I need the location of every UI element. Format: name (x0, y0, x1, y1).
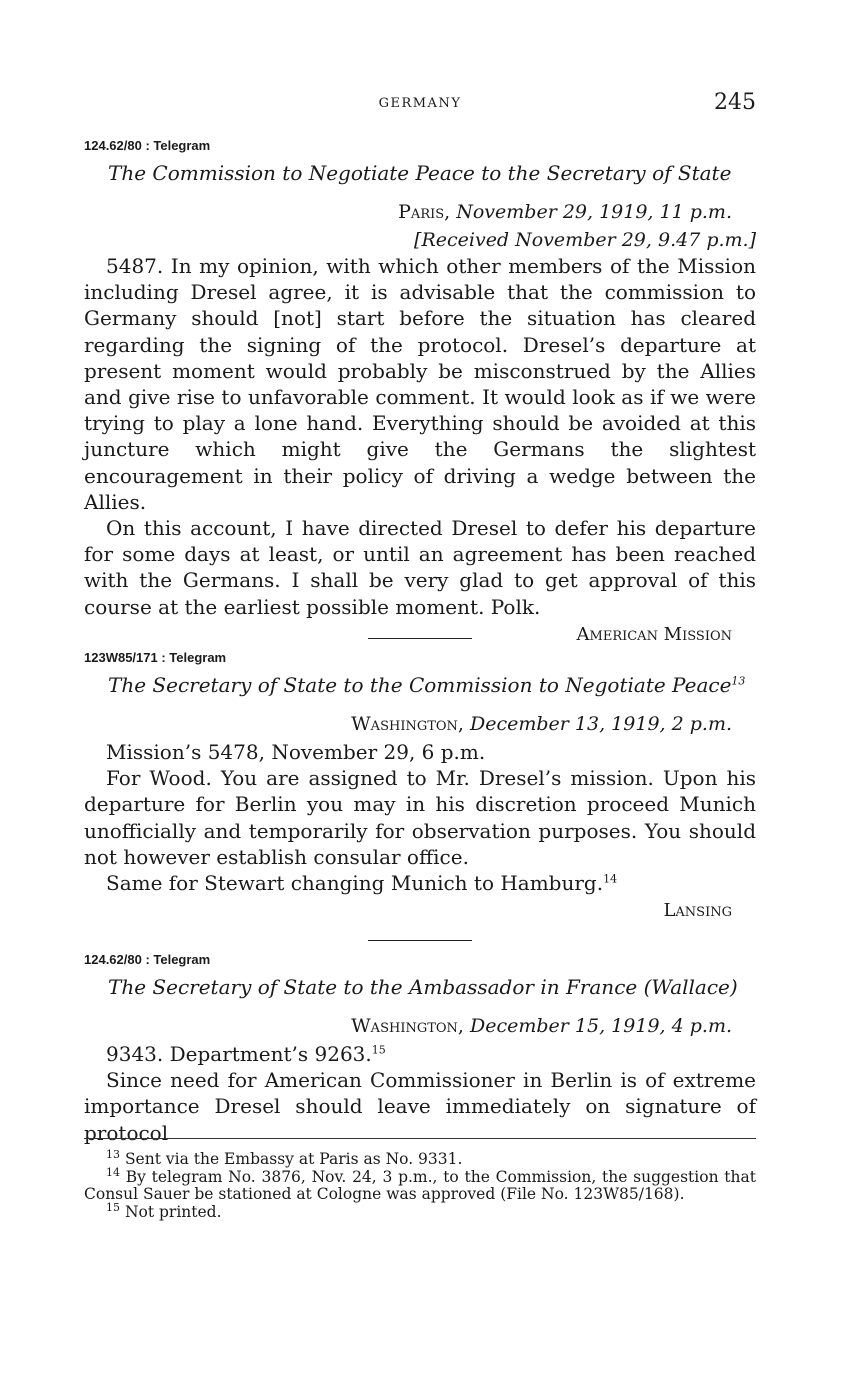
footnote-mark: 15 (106, 1200, 120, 1214)
dateline-place: Paris, (398, 201, 451, 223)
footnote-text: By telegram No. 3876, Nov. 24, 3 p.m., to the Commission, the suggestion that Consul Sauer be stationed at Cologne was approved (File No. 123W85/168). (84, 1167, 756, 1203)
divider-rule (368, 940, 472, 941)
document-heading (108, 673, 756, 697)
dateline (84, 199, 732, 225)
footnote-mark: 14 (106, 1165, 120, 1179)
dateline (84, 1013, 732, 1039)
body-paragraph: On this account, I have directed Dresel to defer his departure for some days at least, or until an agreement has been reached with the Germans. I shall be very glad to get approval of this course at the earliest possible moment. Polk. (84, 516, 756, 619)
footnote (84, 1200, 756, 1222)
section-divider (84, 940, 756, 941)
document-3 (84, 952, 756, 1146)
heading-text: The Secretary of State to the Commission to Negotiate Peace (108, 673, 732, 697)
dateline-place: Washington, (351, 713, 464, 735)
paragraph-text: 9343. Department’s 9263. (106, 1042, 372, 1066)
body-paragraph: Mission’s 5478, November 29, 6 p.m. (106, 740, 486, 764)
signature: American Mission (576, 623, 732, 645)
file-reference: 123W85/171 : Telegram (84, 650, 227, 665)
body-paragraph (84, 1041, 756, 1067)
running-title: GERMANY (378, 96, 462, 111)
footnote-text: Not printed. (124, 1202, 222, 1221)
dateline-place: Washington, (351, 1015, 464, 1037)
footnote-mark: 13 (731, 674, 746, 688)
dateline-date: November 29, 1919, 11 p.m. (456, 201, 732, 223)
received-note: [Received November 29, 9.47 p.m.] (414, 229, 756, 251)
page-number: 245 (714, 90, 756, 115)
document-heading: The Commission to Negotiate Peace to the Secretary of State (108, 161, 732, 185)
body-paragraph (84, 870, 756, 896)
document-1 (84, 138, 756, 645)
section-divider (84, 638, 756, 639)
running-head (84, 90, 756, 120)
footnote (84, 1147, 756, 1169)
body-paragraph: 5487. In my opinion, with which other members of the Mission including Dresel agree, it is advisable that the commission to Germany should [not] start before the situation has cleared regarding the signing of the protocol. Dresel’s departure at present moment would probably be misconstrued by the Allies and give rise to unfavorable comment. It would look as if we were trying to play a lone hand. Everything should be avoided at this juncture which might give the Germans the slightest encouragement in their policy of driving a wedge between the Allies. (84, 254, 756, 514)
divider-rule (368, 638, 472, 639)
dateline-date: December 13, 1919, 2 p.m. (470, 713, 732, 735)
footnotes (84, 1138, 756, 1221)
document-2 (84, 650, 756, 921)
paragraph-text: Same for Stewart changing Munich to Hamburg. (106, 871, 604, 896)
body-paragraph: For Wood. You are assigned to Mr. Dresel’s mission. Upon his departure for Berlin you may in his discretion proceed Munich unofficially and temporarily for observation purposes. You should not however establish consular office. (84, 766, 756, 869)
body-paragraph: Since need for American Commissioner in Berlin is of extreme importance Dresel should leave immediately on signature of protocol (84, 1068, 756, 1145)
footnote-mark: 13 (106, 1147, 120, 1161)
dateline-date: December 15, 1919, 4 p.m. (470, 1015, 732, 1037)
file-reference: 124.62/80 : Telegram (84, 952, 211, 967)
dateline (84, 711, 732, 737)
document-heading: The Secretary of State to the Ambassador in France (Wallace) (108, 975, 738, 999)
signature: Lansing (663, 900, 732, 922)
file-reference: 124.62/80 : Telegram (84, 138, 211, 153)
footnote (84, 1165, 756, 1204)
footnote-mark: 15 (371, 1043, 386, 1057)
footnote-mark: 14 (603, 872, 618, 886)
footnote-text: Sent via the Embassy at Paris as No. 9331. (124, 1150, 463, 1168)
